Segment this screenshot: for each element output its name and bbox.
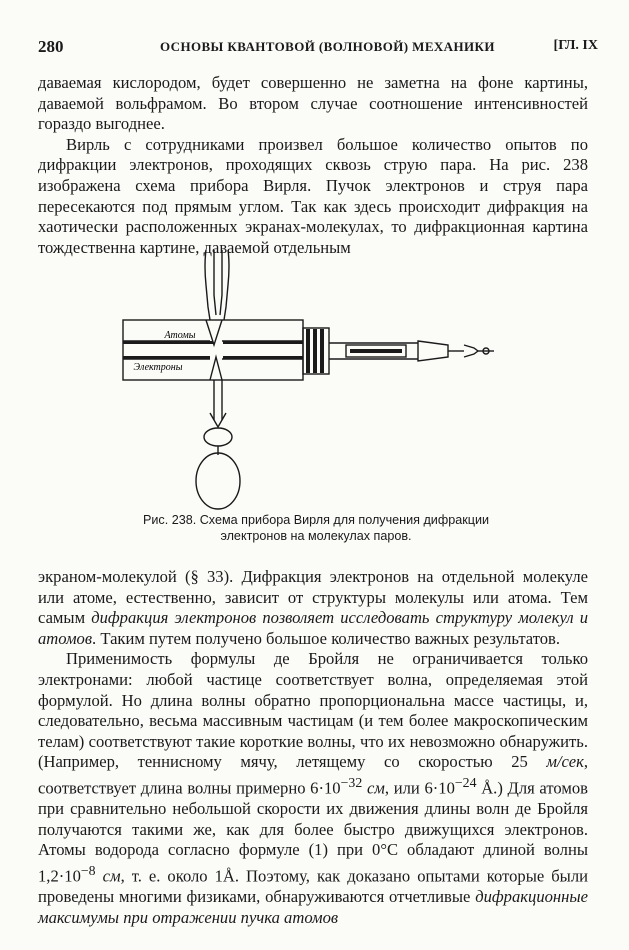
- apparatus-diagram: [118, 245, 518, 510]
- unit-cm-2: см: [102, 866, 121, 886]
- para3-text-1: экраном-молекулой (§ 33). Дифракция электронов на отдельной молекуле или атоме, естественно, зависит от структуры молекулы или атома. Тем самым: [38, 567, 588, 628]
- figure-caption: Рис. 238. Схема прибора Вирля для получения дифракции электронов на молекулах паров.: [142, 513, 490, 543]
- exponent-2: −24: [454, 774, 477, 790]
- para3-text-2: . Таким путем получено большое количество важных результатов.: [92, 628, 561, 648]
- para4-italic-end: дифракционные максимумы при отражении пучка атомов: [38, 886, 588, 927]
- label-electrons: Электроны: [133, 362, 183, 373]
- para4-text-5: , т. е. около 1Å. Поэтому, как доказано опытами которые были проведены многими физиками, обнаруживаются отчетливые: [38, 866, 588, 906]
- running-title: ОСНОВЫ КВАНТОВОЙ (ВОЛНОВОЙ) МЕХАНИКИ: [160, 39, 495, 54]
- exponent-3: −8: [80, 862, 96, 878]
- para4-text-4: Å.) Для атомов при сравнительно небольшой скорости их движения длины волн де Бройля получаются такими же, как для более быстро движущихся электронов. Атомы водорода согласно формуле (1) при 0°C обладают длиной волны 1,2·10: [38, 778, 589, 886]
- figure-wirl-apparatus: [118, 245, 518, 510]
- paragraph-4: [38, 649, 588, 928]
- para4-text-3: , или 6·10: [384, 778, 455, 798]
- label-atoms: Атомы: [164, 330, 196, 341]
- text-block-bottom: [38, 567, 588, 928]
- paragraph-2: Вирль с сотрудниками произвел большое количество опытов по дифракции электронов, проходящих сквозь струю пара. На рис. 238 изображена схема прибора Вирля. Пучок электронов и струя пара пересекаются под прямым углом. Так как здесь происходит дифракция на хаотически расположенных экранах-молекулах, то дифракционная картина тождественна картине, даваемой отдельным: [38, 134, 588, 257]
- para4-text-1: Применимость формулы де Бройля не ограничивается только электронами: любой частице соответствует волна, определяемая этой формулой. Но длина волны обратно пропорциональна массе частицы, и, следовательно, весьма массивным частицам (и тем более макроскопическим телам) соответствуют такие короткие волны, что их невозможно обнаружить. (Например, теннисному мячу, летящему со скоростью 25: [38, 649, 588, 772]
- para4-text-2: , соответствует длина волны примерно 6·10: [38, 752, 588, 798]
- text-block-top: [38, 73, 588, 258]
- unit-cm-1: см: [366, 778, 385, 798]
- page-header: [38, 37, 598, 61]
- exponent-1: −32: [340, 774, 363, 790]
- unit-speed: м/сек: [546, 752, 584, 772]
- paragraph-3: [38, 567, 588, 649]
- paragraph-1: даваемая кислородом, будет совершенно не заметна на фоне картины, даваемой вольфрамом. Во втором случае соотношение интенсивностей гораздо выгоднее.: [38, 73, 588, 134]
- chapter-marker: [ГЛ. IX: [553, 38, 598, 53]
- para3-italic: дифракция электронов позволяет исследовать структуру молекул и атомов: [38, 608, 589, 648]
- page-number: 280: [38, 37, 64, 56]
